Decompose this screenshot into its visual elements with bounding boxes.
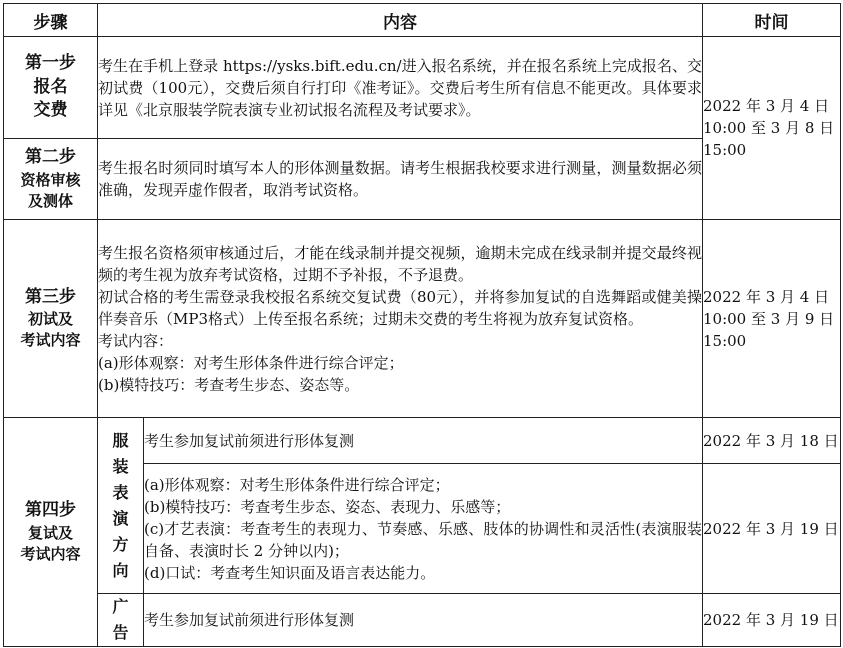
schedule-table — [3, 3, 841, 647]
step3-label: 第三步 初试及 考试内容 — [4, 220, 98, 418]
step1-time: 2022 年 3 月 4 日 10:00 至 3 月 8 日 15:00 — [703, 37, 841, 220]
step4-row3-time: 2022 年 3 月 19 日 — [703, 594, 841, 647]
step4-row2-time: 2022 年 3 月 19 日 — [703, 464, 841, 594]
header-step: 步骤 — [4, 4, 98, 37]
step1-content: 考生在手机上登录 https://ysks.bift.edu.cn/进入报名系统，并在报名系统上完成报名、交初试费（100元），交费后须自行打印《准考证》。交费后考生所有信息不能更改。具体要求详见《北京服装学院表演专业初试报名流程及考试要求》。 — [98, 37, 703, 139]
step3-content: 考生报名资格须审核通过后，才能在线录制并提交视频，逾期未完成在线录制并提交最终视频的考生视为放弃考试资格，过期不予补报，不予退费。 初试合格的考生需登录我校报名系统交复试费（80元），并将参加复试的自选舞蹈或健美操伴奏音乐（MP3格式）上传至报名系统；过期未交费的考生将视为放弃复试资格。 考试内容： (a)形体观察：对考生形体条件进行综合评定； (b)模特技巧：考查考生步态、姿态等。 — [98, 220, 703, 418]
step2-content: 考生报名时须同时填写本人的形体测量数据。请考生根据我校要求进行测量，测量数据必须准确，发现弄虚作假者，取消考试资格。 — [98, 139, 703, 220]
step4-row1 — [4, 418, 841, 464]
step1-label: 第一步 报名 交费 — [4, 37, 98, 139]
step4-row1-time: 2022 年 3 月 18 日 — [703, 418, 841, 464]
step4-row1-content: 考生参加复试前须进行形体复测 — [144, 418, 703, 464]
step3-time: 2022 年 3 月 4 日 10:00 至 3 月 9 日 15:00 — [703, 220, 841, 418]
step4-label: 第四步 复试及 考试内容 — [4, 418, 98, 647]
step1-row — [4, 37, 841, 139]
header-row — [4, 4, 841, 37]
step4-row3-content: 考生参加复试前须进行形体复测 — [144, 594, 703, 647]
step4-row3 — [4, 594, 841, 647]
header-content: 内容 — [98, 4, 703, 37]
step3-row — [4, 220, 841, 418]
header-time: 时间 — [703, 4, 841, 37]
step2-label: 第二步 资格审核 及测体 — [4, 139, 98, 220]
direction-fashion: 服 装 表 演 方 向 — [98, 418, 144, 594]
step4-row2-content: (a)形体观察：对考生形体条件进行综合评定； (b)模特技巧：考查考生步态、姿态、表现力、乐感等； (c)才艺表演：考查考生的表现力、节奏感、乐感、肢体的协调性和灵活性(表演服装自备、表演时长 2 分钟以内)； (d)口试：考查考生知识面及语言表达能力。 — [144, 464, 703, 594]
direction-ad: 广 告 — [98, 594, 144, 647]
